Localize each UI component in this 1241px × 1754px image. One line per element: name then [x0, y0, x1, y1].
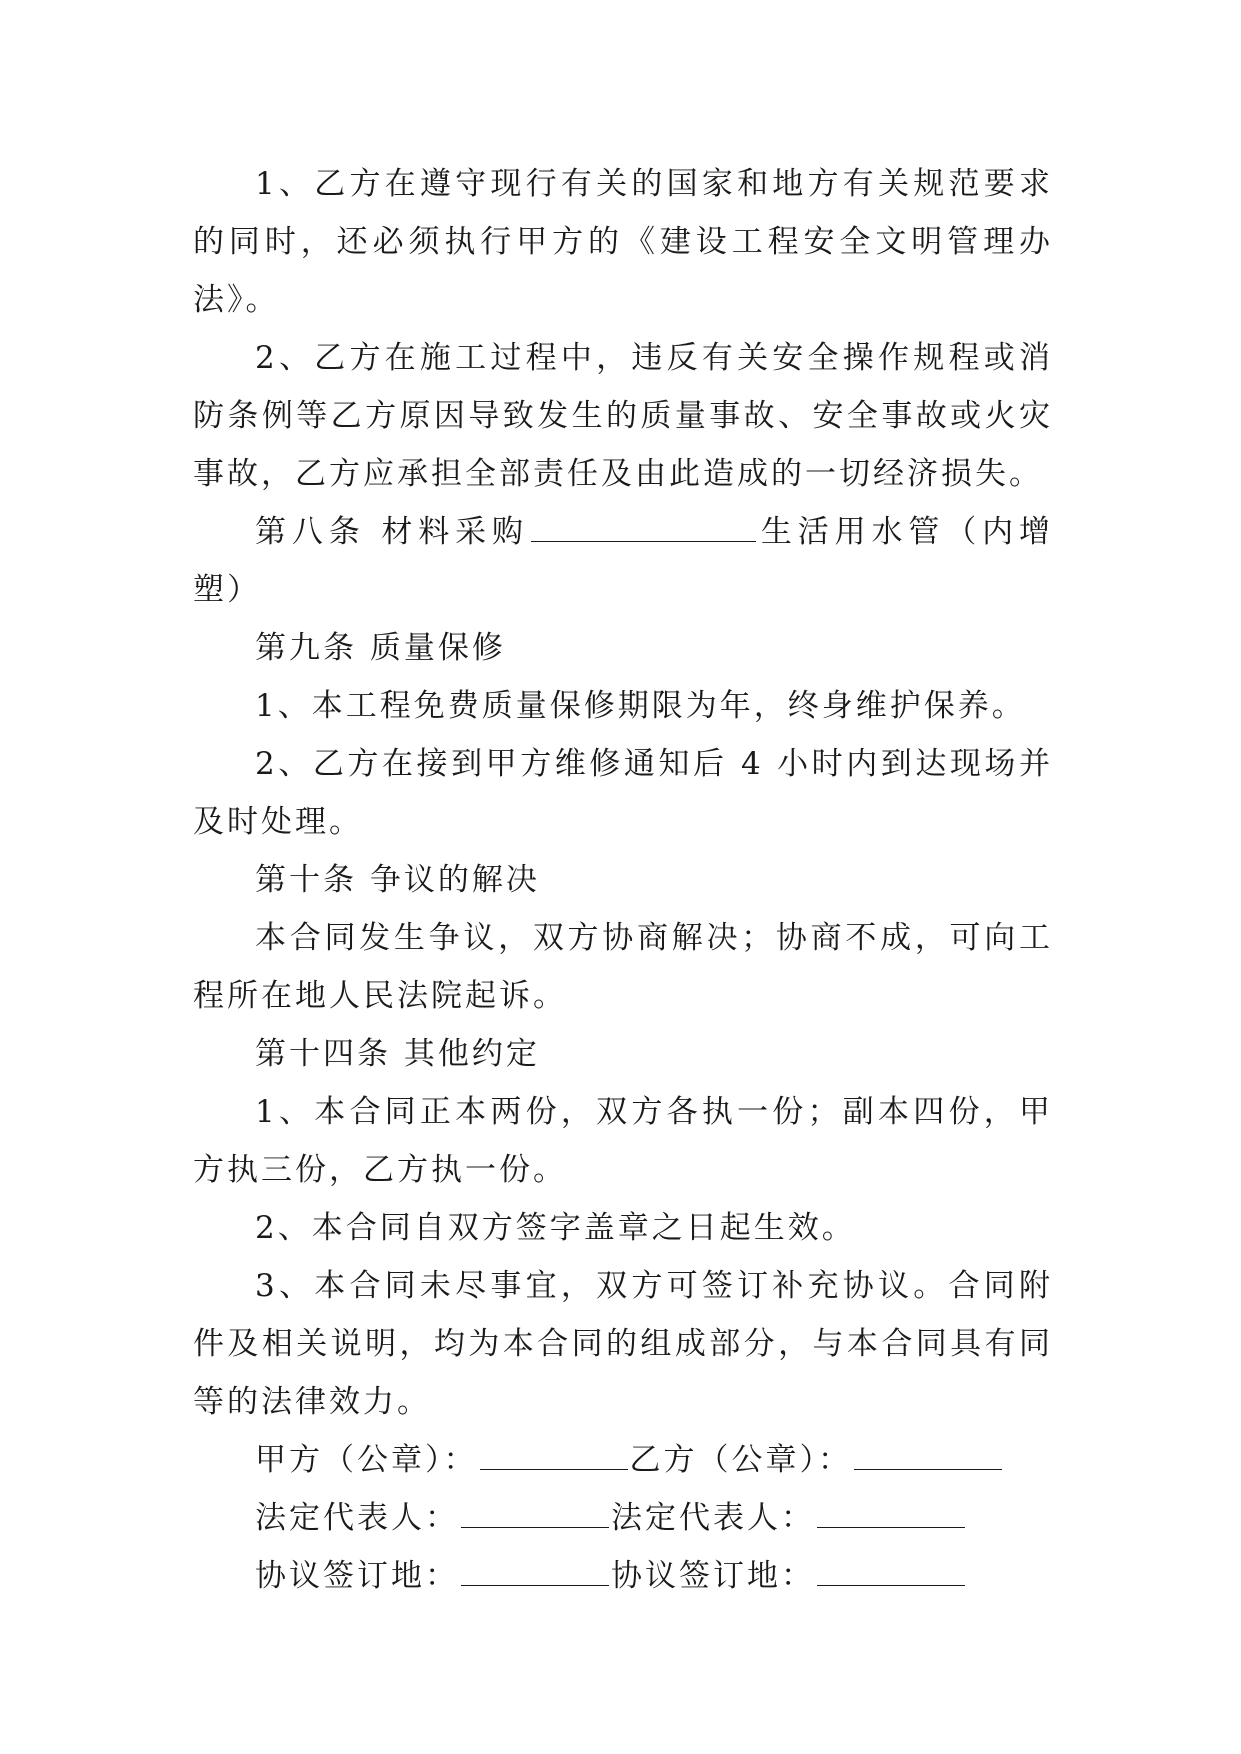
paragraph-safety-compliance: 1、乙方在遵守现行有关的国家和地方有关规范要求的同时，还必须执行甲方的《建设工程安全文明管理办法》。 [193, 166, 1053, 318]
party-a-rep-label: 法定代表人： [255, 1500, 459, 1536]
article-8-prefix: 第八条 材料采购 [255, 514, 529, 550]
article-10-heading: 第十条 争议的解决 [255, 862, 540, 898]
document-body [193, 155, 1053, 1605]
party-b-place-label: 协议签订地： [611, 1558, 815, 1594]
signature-representative-line [193, 1489, 1053, 1547]
party-b-rep-label: 法定代表人： [611, 1500, 815, 1536]
article-14-item-1: 1、本合同正本两份，双方各执一份；副本四份，甲方执三份，乙方执一份。 [193, 1094, 1053, 1188]
article-9-item-2: 2、乙方在接到甲方维修通知后 4 小时内到达现场并及时处理。 [193, 746, 1053, 840]
article-9-heading: 第九条 质量保修 [255, 630, 506, 666]
article-8-blank [531, 511, 756, 542]
party-a-rep-blank [461, 1497, 609, 1528]
signature-seal-line [193, 1431, 1053, 1489]
paragraph-safety-liability: 2、乙方在施工过程中，违反有关安全操作规程或消防条例等乙方原因导致发生的质量事故、安全事故或火灾事故，乙方应承担全部责任及由此造成的一切经济损失。 [193, 340, 1053, 492]
article-9-item-1: 1、本工程免费质量保修期限为年，终身维护保养。 [255, 688, 1026, 724]
party-b-rep-blank [817, 1497, 965, 1528]
article-10-text: 本合同发生争议，双方协商解决；协商不成，可向工程所在地人民法院起诉。 [193, 920, 1053, 1014]
party-b-seal-blank [854, 1439, 1002, 1470]
article-8-suffix: 生活用水管（内增塑） [193, 514, 1054, 608]
signature-place-line [193, 1547, 1053, 1605]
party-a-seal-blank [480, 1439, 628, 1470]
article-14-heading: 第十四条 其他约定 [255, 1036, 540, 1072]
party-a-place-label: 协议签订地： [255, 1558, 459, 1594]
article-8-material-procurement [193, 503, 1053, 619]
party-a-seal-label: 甲方（公章）： [255, 1442, 478, 1478]
article-14-item-3: 3、本合同未尽事宜，双方可签订补充协议。合同附件及相关说明，均为本合同的组成部分，与本合同具有同等的法律效力。 [193, 1268, 1053, 1420]
party-b-place-blank [817, 1555, 965, 1586]
article-14-item-2: 2、本合同自双方签字盖章之日起生效。 [255, 1210, 856, 1246]
party-a-place-blank [461, 1555, 609, 1586]
party-b-seal-label: 乙方（公章）： [629, 1442, 852, 1478]
